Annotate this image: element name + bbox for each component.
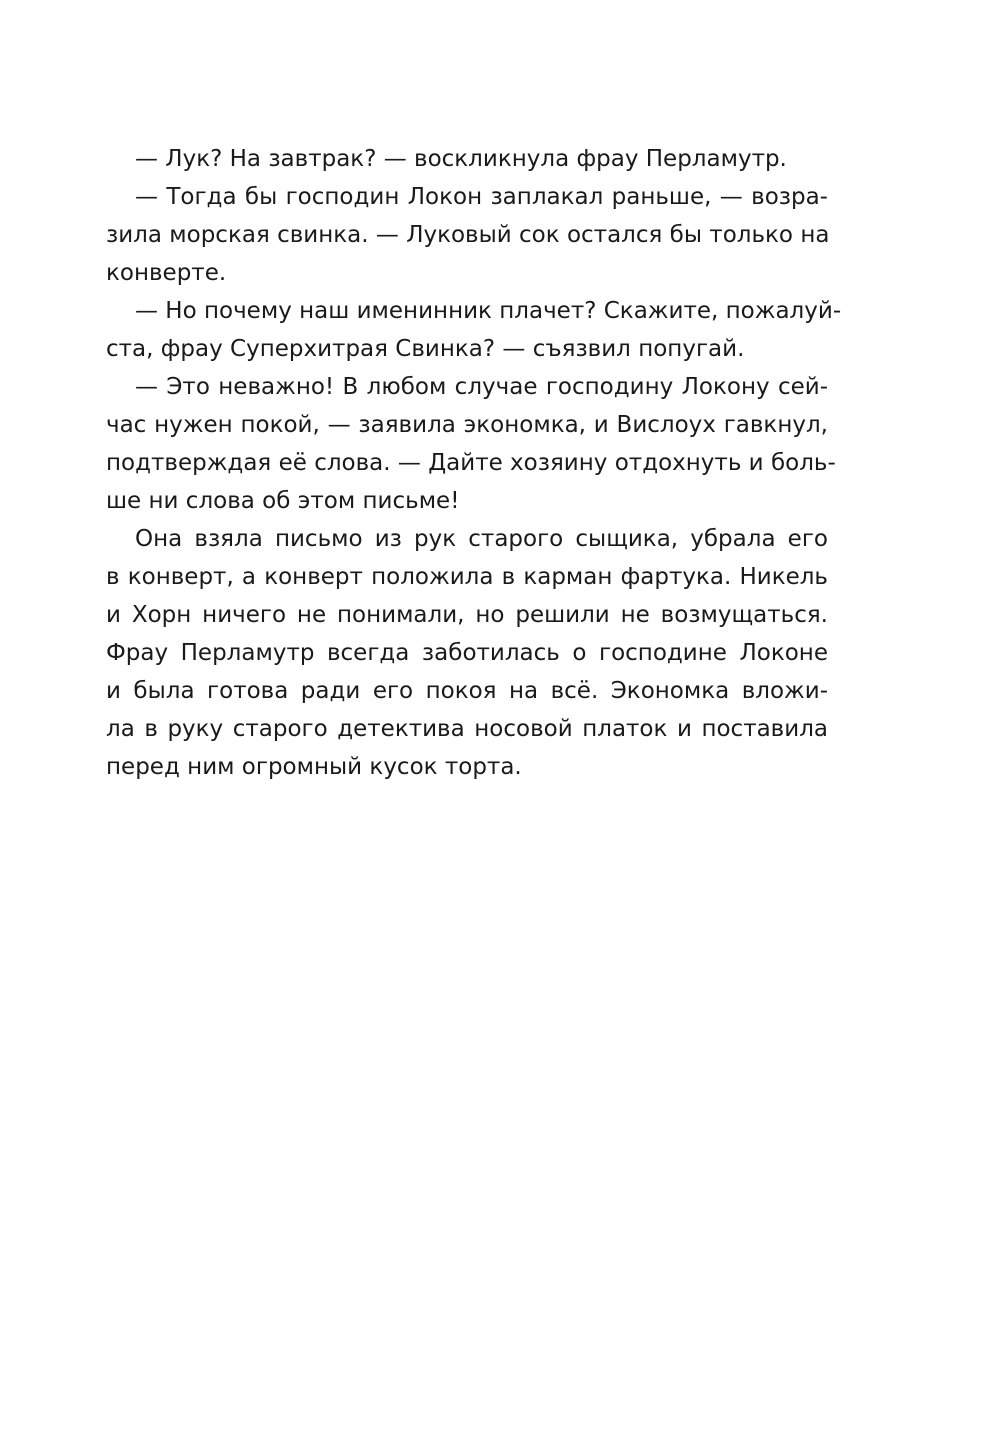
text-line: — Это неважно! В любом случае господину Локону сей- [135,374,828,400]
text-line: зила морская свинка. — Луковый сок остался бы только на [106,222,830,248]
text-line: — Но почему наш именинник плачет? Скажите, пожалуй- [135,298,842,324]
text-line: час нужен покой, — заявила экономка, и Вислоух гавкнул, [106,412,828,438]
text-line: ла в руку старого детектива носовой платок и поставила [106,716,828,742]
body-text [106,140,842,786]
text-line: перед ним огромный кусок торта. [106,754,522,780]
text-line: Фрау Перламутр всегда заботилась о господине Локоне [106,640,828,666]
text-line: — Тогда бы господин Локон заплакал раньше, — возра- [135,184,828,210]
text-line: конверте. [106,260,227,286]
text-line: и была готова ради его покоя на всё. Экономка вложи- [106,678,828,704]
text-line: ше ни слова об этом письме! [106,488,460,514]
text-line: подтверждая её слова. — Дайте хозяину отдохнуть и боль- [106,450,836,476]
text-line: — Лук? На завтрак? — воскликнула фрау Перламутр. [135,146,787,172]
text-line: ста, фрау Суперхитрая Свинка? — съязвил попугай. [106,336,745,362]
text-line: и Хорн ничего не понимали, но решили не возмущаться. [106,602,828,628]
text-line: Она взяла письмо из рук старого сыщика, убрала его [135,526,828,552]
text-line: в конверт, а конверт положила в карман фартука. Никель [106,564,828,590]
